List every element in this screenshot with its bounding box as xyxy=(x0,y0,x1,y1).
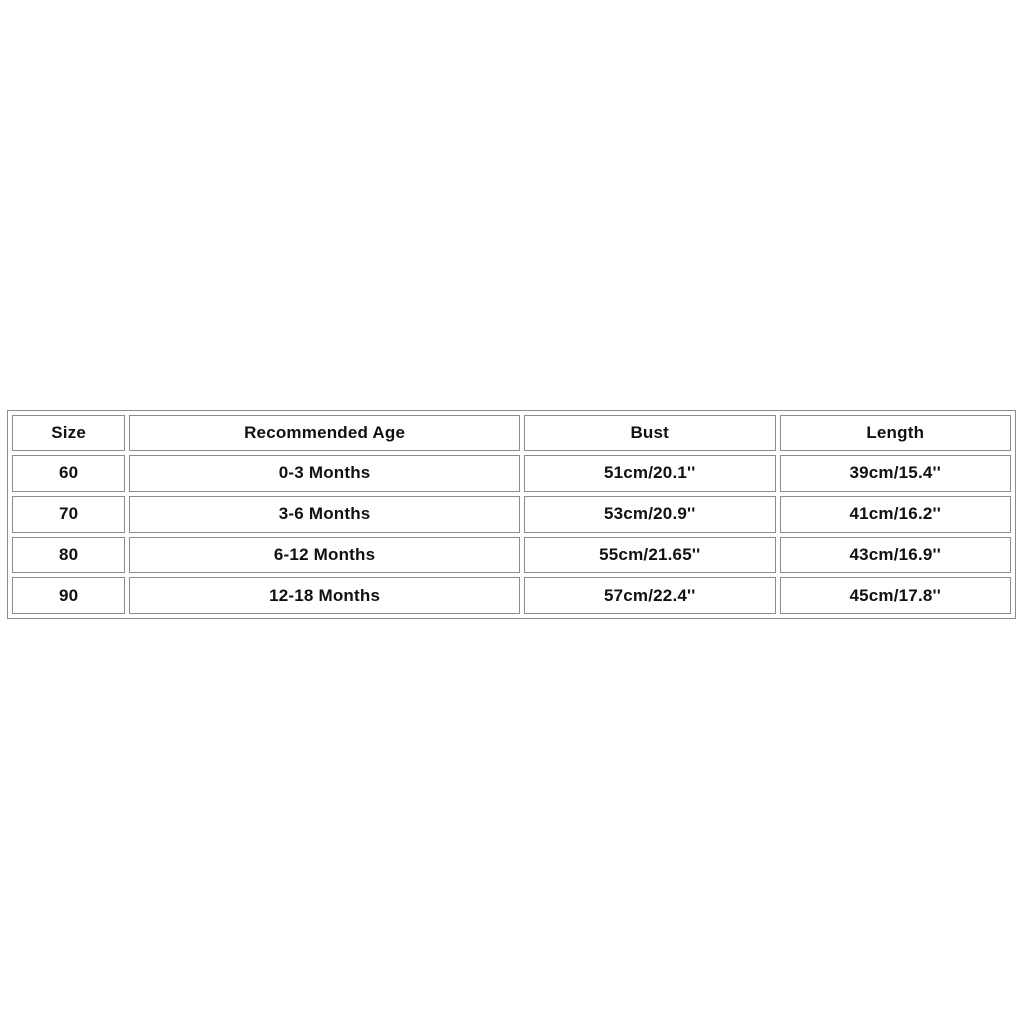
header-recommended-age: Recommended Age xyxy=(129,415,520,451)
cell-length: 39cm/15.4'' xyxy=(780,455,1012,492)
table-row xyxy=(12,577,1011,614)
cell-size: 70 xyxy=(12,496,125,533)
header-size: Size xyxy=(12,415,125,451)
cell-bust: 53cm/20.9'' xyxy=(524,496,776,533)
cell-size: 90 xyxy=(12,577,125,614)
size-chart-table xyxy=(7,410,1016,619)
cell-length: 45cm/17.8'' xyxy=(780,577,1012,614)
cell-recommended-age: 0-3 Months xyxy=(129,455,520,492)
cell-recommended-age: 3-6 Months xyxy=(129,496,520,533)
cell-bust: 51cm/20.1'' xyxy=(524,455,776,492)
cell-recommended-age: 12-18 Months xyxy=(129,577,520,614)
cell-size: 80 xyxy=(12,537,125,574)
header-bust: Bust xyxy=(524,415,776,451)
cell-length: 43cm/16.9'' xyxy=(780,537,1012,574)
cell-size: 60 xyxy=(12,455,125,492)
header-length: Length xyxy=(780,415,1012,451)
cell-bust: 55cm/21.65'' xyxy=(524,537,776,574)
cell-recommended-age: 6-12 Months xyxy=(129,537,520,574)
table-row xyxy=(12,455,1011,492)
table-row xyxy=(12,537,1011,574)
table-row xyxy=(12,496,1011,533)
table-header-row xyxy=(12,415,1011,451)
cell-length: 41cm/16.2'' xyxy=(780,496,1012,533)
cell-bust: 57cm/22.4'' xyxy=(524,577,776,614)
